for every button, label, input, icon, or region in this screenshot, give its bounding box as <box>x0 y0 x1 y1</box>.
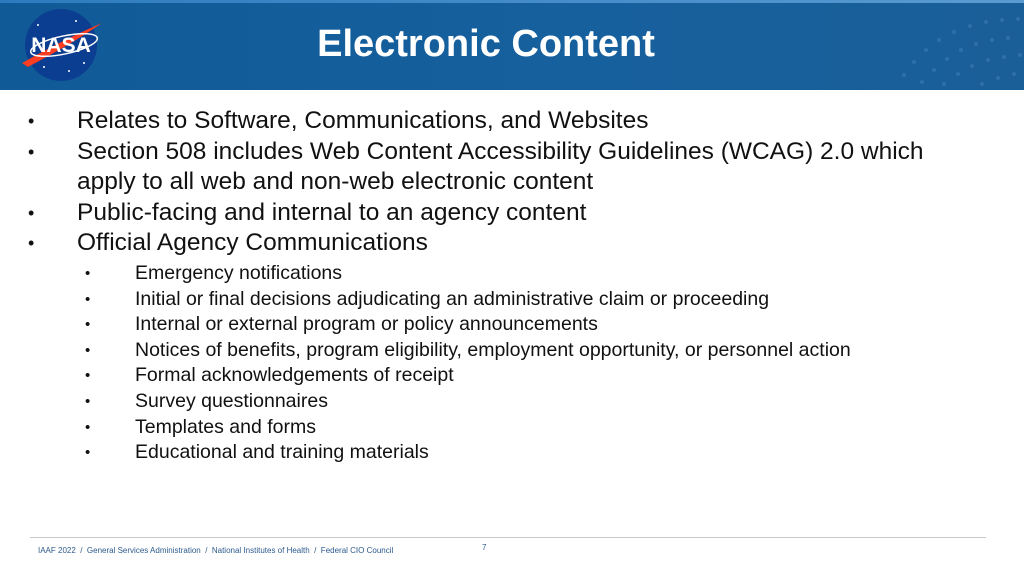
sub-bullet-text: Internal or external program or policy announcements <box>135 313 598 336</box>
sub-list-item <box>0 389 1024 415</box>
bullet-icon: • <box>85 316 91 334</box>
bullet-icon: • <box>28 111 35 131</box>
bullet-icon: • <box>85 392 91 410</box>
bullet-icon: • <box>28 141 35 162</box>
page-number: 7 <box>482 543 487 552</box>
list-item <box>0 198 1024 229</box>
bullet-icon: • <box>85 367 91 385</box>
sub-list-item <box>0 415 1024 441</box>
sub-list-item <box>0 363 1024 389</box>
header-accent-line <box>0 0 1024 3</box>
bullet-icon: • <box>28 233 35 254</box>
sub-list-item <box>0 440 1024 466</box>
nasa-logo-text: NASA <box>31 34 91 57</box>
sub-bullet-list <box>0 261 1024 466</box>
sub-bullet-text: Educational and training materials <box>135 441 429 464</box>
footer-text: IAAF 2022 / General Services Administration / National Institutes of Health / Federal CIO Council <box>38 546 394 555</box>
bullet-icon: • <box>85 290 91 308</box>
sub-list-item <box>0 312 1024 338</box>
slide-header <box>0 0 1024 90</box>
bullet-text: Official Agency Communications <box>77 229 428 257</box>
bullet-text: Relates to Software, Communications, and Websites <box>77 107 649 134</box>
bullet-text: Section 508 includes Web Content Accessibility Guidelines (WCAG) 2.0 which apply to all web and non-web electronic content <box>77 137 924 196</box>
bullet-icon: • <box>85 444 91 462</box>
sub-bullet-text: Templates and forms <box>135 415 316 438</box>
sub-list-item <box>0 261 1024 287</box>
sub-bullet-text: Survey questionnaires <box>135 389 328 412</box>
bullet-list <box>0 106 1024 259</box>
sub-bullet-text: Initial or final decisions adjudicating an administrative claim or proceeding <box>135 287 770 310</box>
bullet-icon: • <box>85 418 91 436</box>
slide-content <box>0 106 1024 466</box>
footer-divider <box>30 537 986 538</box>
bullet-icon: • <box>85 264 91 282</box>
sub-bullet-text: Formal acknowledgements of receipt <box>135 364 454 387</box>
list-item <box>0 137 1024 198</box>
bullet-text: Public-facing and internal to an agency content <box>77 198 587 226</box>
slide-title: Electronic Content <box>317 23 655 65</box>
sub-bullet-text: Notices of benefits, program eligibility, employment opportunity, or personnel action <box>135 338 851 361</box>
sub-bullet-text: Emergency notifications <box>135 261 343 284</box>
sub-list-item <box>0 287 1024 313</box>
bullet-icon: • <box>28 202 35 223</box>
list-item <box>0 228 1024 259</box>
bullet-icon: • <box>85 341 91 359</box>
sub-list-item <box>0 338 1024 364</box>
list-item <box>0 106 1024 137</box>
